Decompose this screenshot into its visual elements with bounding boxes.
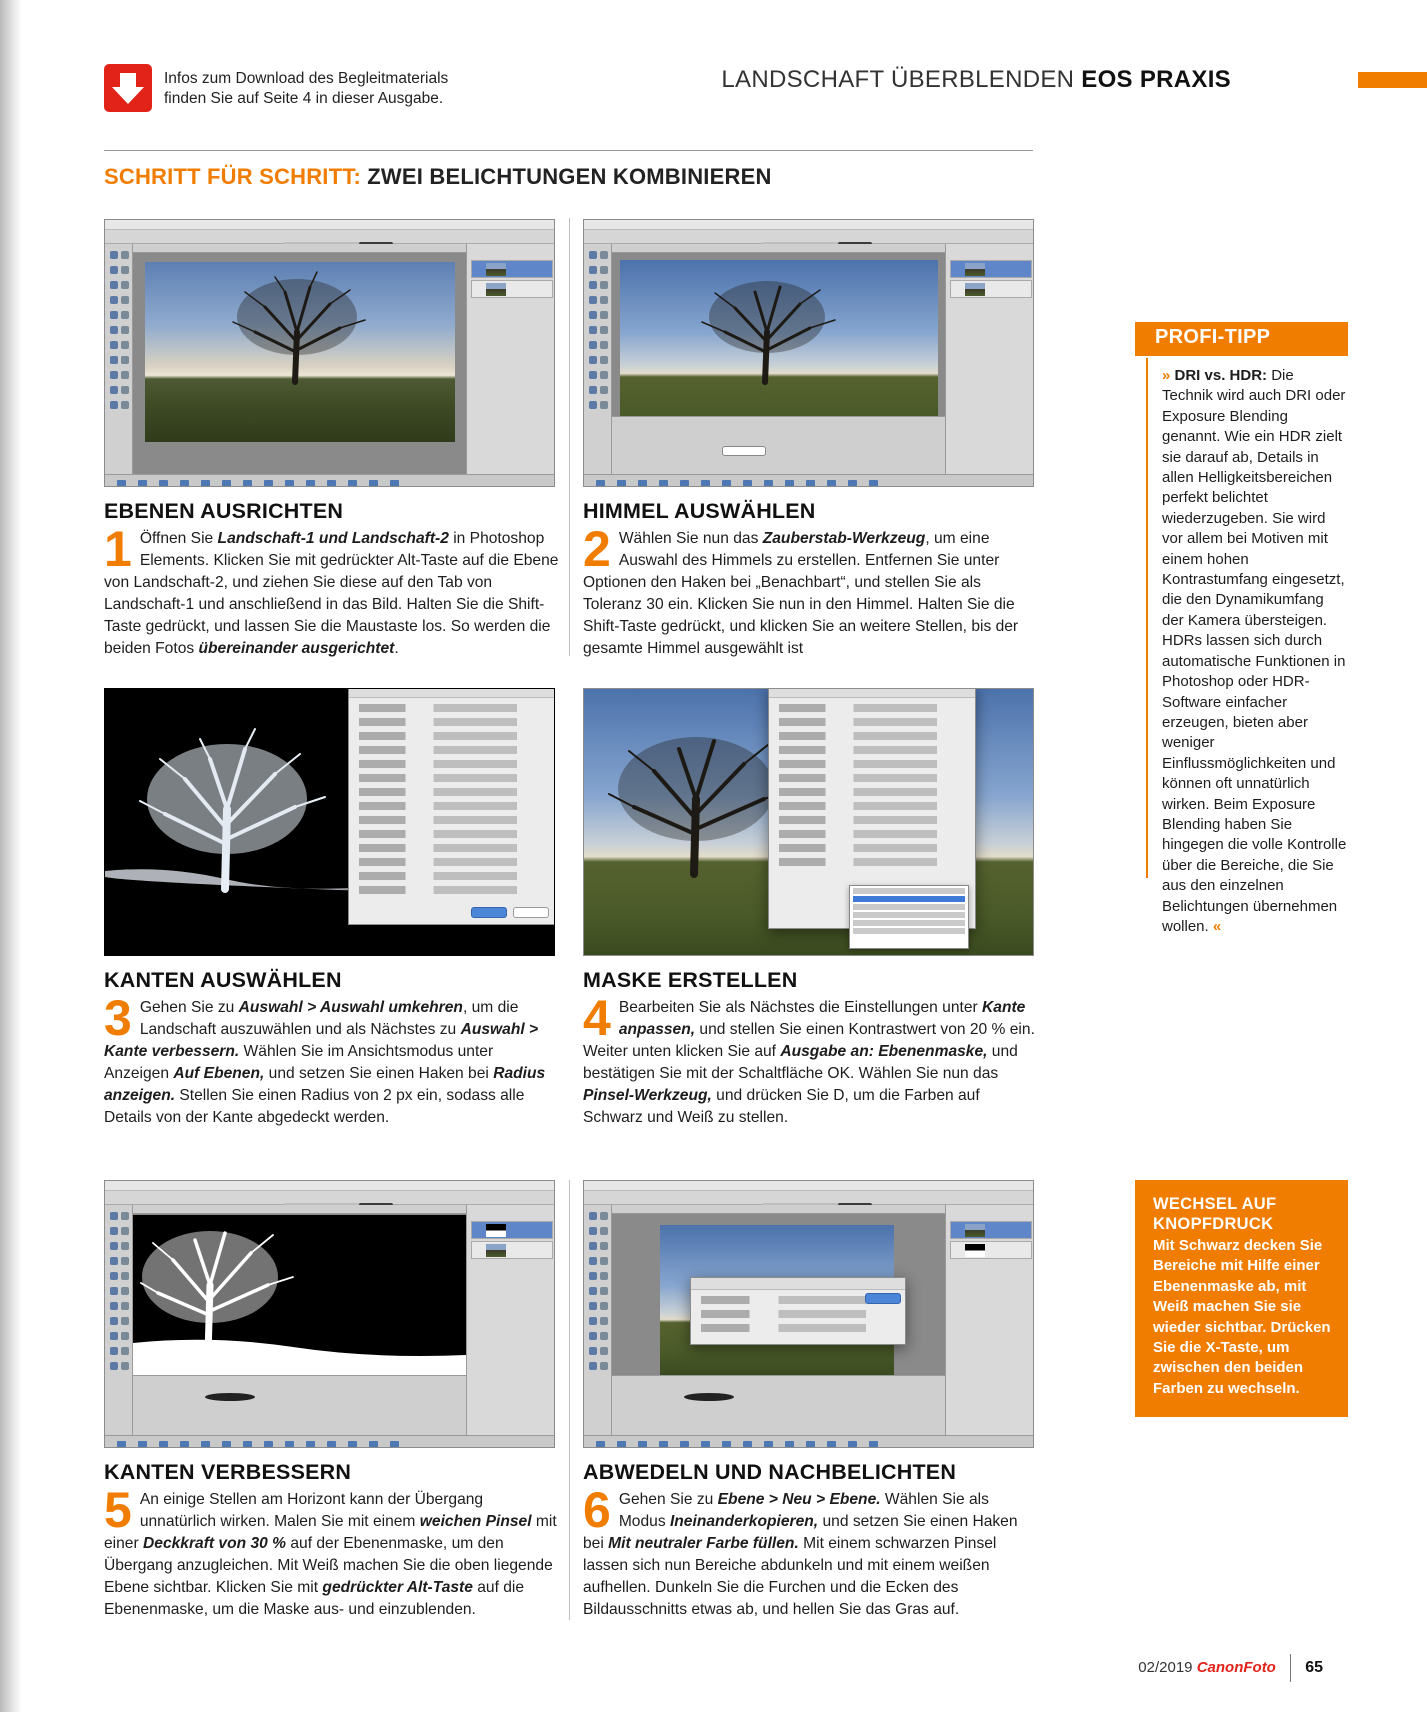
page-binding-shadow xyxy=(0,0,22,1712)
header-rule xyxy=(104,150,1033,151)
step-6-title: ABWEDELN UND NACHBELICHTEN xyxy=(583,1460,957,1484)
profi-tipp-body xyxy=(1146,358,1348,935)
running-title xyxy=(721,66,1231,94)
page-number: 65 xyxy=(1305,1658,1323,1676)
wechsel-box xyxy=(1135,1180,1348,1417)
step-2-number: 2 xyxy=(583,521,611,577)
step-4-text xyxy=(583,990,1038,1129)
step-6-text xyxy=(583,1482,1038,1621)
page-footer xyxy=(1138,1654,1323,1682)
step-1-text xyxy=(104,521,559,660)
wechsel-title: WECHSEL AUF KNOPFDRUCK xyxy=(1153,1195,1277,1233)
step-5-number: 5 xyxy=(104,1482,132,1538)
running-title-bold: EOS PRAXIS xyxy=(1081,66,1231,93)
section-tab-marker xyxy=(1358,72,1427,88)
step-6 xyxy=(583,1180,1038,1621)
end-chevron-icon: « xyxy=(1212,917,1222,935)
step-4 xyxy=(583,688,1038,1129)
download-arrow-icon xyxy=(104,64,152,112)
profi-tipp-lead: DRI vs. HDR: xyxy=(1174,367,1268,384)
step-3-screenshot xyxy=(104,688,555,956)
step-5-body: An einige Stellen am Horizont kann der Übergang unnatürlich wirken. Malen Sie mit einem weichen Pinsel mit einer Deckkraft von 30 % auf der Ebenenmaske, um den Übergang anzugleichen. Mit Weiß machen Sie die oben liegende Ebene sichtbar. Klicken Sie mit gedrückter Alt-Taste auf die Ebenenmaske, um die Maske aus- und einzublenden. xyxy=(104,1491,557,1618)
column-separator xyxy=(569,1180,570,1620)
section-title-accent: SCHRITT FÜR SCHRITT: xyxy=(104,164,361,189)
step-4-number: 4 xyxy=(583,990,611,1046)
step-5-screenshot xyxy=(104,1180,555,1448)
double-chevron-icon: » xyxy=(1162,367,1171,384)
download-note: Infos zum Download des Begleitmaterials finden Sie auf Seite 4 in dieser Ausgabe. xyxy=(164,70,449,107)
step-1 xyxy=(104,219,559,660)
step-3-text xyxy=(104,990,559,1129)
step-1-title: EBENEN AUSRICHTEN xyxy=(104,499,344,523)
issue-number: 02/2019 xyxy=(1138,1658,1193,1676)
step-3-title: KANTEN AUSWÄHLEN xyxy=(104,968,342,992)
section-title-rest: ZWEI BELICHTUNGEN KOMBINIEREN xyxy=(367,164,772,189)
step-3-number: 3 xyxy=(104,990,132,1046)
step-4-title: MASKE ERSTELLEN xyxy=(583,968,798,992)
running-title-light: LANDSCHAFT ÜBERBLENDEN xyxy=(721,66,1075,93)
step-4-screenshot xyxy=(583,688,1034,956)
step-5-text xyxy=(104,1482,559,1621)
profi-tipp-box xyxy=(1135,322,1348,935)
profi-tipp-text: Die Technik wird auch DRI oder Exposure Blending genannt. Wie ein HDR zielt sie darauf ab, Details in allen Helligkeitsbereichen perfekt belichtet wiederzugeben. Sie wird vor allem bei Motiven mit einem hohen Kontrastumfang eingesetzt, die den Dynamikumfang der Kamera übersteigen. HDRs lassen sich durch automatische Funktionen in Photoshop oder HDR-Software einfacher erzeugen, bieten aber weniger Einflussmöglichkeiten und können oft unnatürlich wirken. Beim Exposure Blending haben Sie hingegen die volle Kontrolle über die Bereiche, die Sie aus den einzelnen Belichtungen übernehmen wollen. xyxy=(1162,367,1347,935)
step-3-body: Gehen Sie zu Auswahl > Auswahl umkehren, um die Landschaft auszuwählen und als Nächstes zu Auswahl > Kante verbessern. Wählen Sie im Ansichtsmodus unter Anzeigen Auf Ebenen, und setzen Sie einen Haken bei Radius anzeigen. Stellen Sie einen Radius von 2 px ein, sodass alle Details von der Kante abgedeckt werden. xyxy=(104,999,546,1126)
column-separator xyxy=(569,218,570,656)
step-1-number: 1 xyxy=(104,521,132,577)
step-6-screenshot xyxy=(583,1180,1034,1448)
step-5-title: KANTEN VERBESSERN xyxy=(104,1460,352,1484)
step-2 xyxy=(583,219,1038,660)
step-6-body: Gehen Sie zu Ebene > Neu > Ebene. Wählen Sie als Modus Ineinanderkopieren, und setzen Sie einen Haken bei Mit neutraler Farbe füllen. Mit einem schwarzen Pinsel lassen sich nun Bereiche abdunkeln und mit einem weißen aufhellen. Dunkeln Sie die Furchen und die Ecken des Bildausschnitts etwas ab, und hellen Sie das Gras auf. xyxy=(583,1491,1018,1618)
section-title xyxy=(104,164,772,190)
step-6-number: 6 xyxy=(583,1482,611,1538)
step-1-body: Öffnen Sie Landschaft-1 und Landschaft-2 in Photoshop Elements. Klicken Sie mit gedrückter Alt-Taste auf die Ebene von Landschaft-2, und ziehen Sie diese auf den Tab von Landschaft-1 und anschließend in das Bild. Halten Sie die Shift-Taste gedrückt, und lassen Sie die Maustaste los. So werden die beiden Fotos übereinander ausgerichtet. xyxy=(104,530,559,657)
step-1-screenshot xyxy=(104,219,555,487)
profi-tipp-title: PROFI-TIPP xyxy=(1135,322,1348,356)
step-2-text xyxy=(583,521,1038,660)
step-5 xyxy=(104,1180,559,1621)
magazine-brand: CanonFoto xyxy=(1196,1658,1276,1676)
step-2-body: Wählen Sie nun das Zauberstab-Werkzeug, um eine Auswahl des Himmels zu erstellen. Entfernen Sie unter Optionen den Haken bei „Benachbart“, und stellen Sie als Toleranz 30 ein. Klicken Sie nun in den Himmel. Halten Sie die Shift-Taste gedrückt, und klicken Sie an weitere Stellen, bis der gesamte Himmel ausgewählt ist xyxy=(583,530,1019,657)
step-3 xyxy=(104,688,559,1129)
step-2-screenshot xyxy=(583,219,1034,487)
footer-divider xyxy=(1290,1654,1291,1682)
step-4-body: Bearbeiten Sie als Nächstes die Einstellungen unter Kante anpassen, und stellen Sie einen Kontrastwert von 20 % ein. Weiter unten klicken Sie auf Ausgabe an: Ebenenmaske, und bestätigen Sie mit der Schaltfläche OK. Wählen Sie nun das Pinsel-Werkzeug, und drücken Sie D, um die Farben auf Schwarz und Weiß zu stellen. xyxy=(583,999,1035,1126)
wechsel-text: Mit Schwarz decken Sie Bereiche mit Hilfe einer Ebenenmaske ab, mit Weiß machen Sie sie wieder sichtbar. Drücken Sie die X-Taste, um zwischen den beiden Farben zu wechseln. xyxy=(1153,1237,1331,1397)
step-2-title: HIMMEL AUSWÄHLEN xyxy=(583,499,816,523)
